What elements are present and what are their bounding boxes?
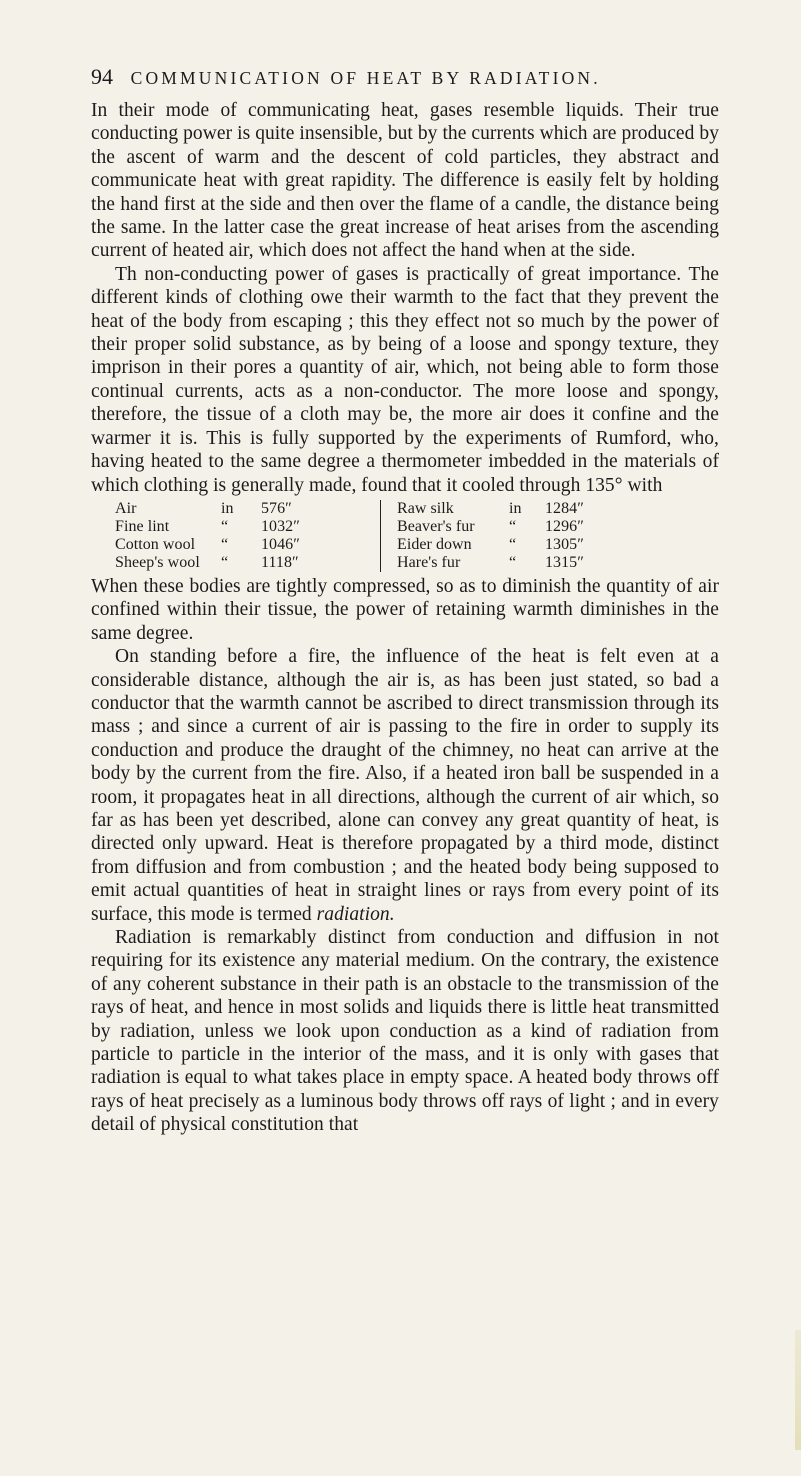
table-column-right	[380, 500, 605, 572]
table-cell: 1296″	[545, 517, 584, 535]
table-cell: “	[509, 517, 517, 535]
running-header	[91, 64, 711, 90]
paragraph-5: Radiation is remarkably distinct from conduction and diffusion in not requiring for its existence any material medium. On the contrary, the existence of any coherent substance in their path is an obstacle to the transmission of the rays of heat, and hence in most solids and liquids there is little heat transmitted by radiation, unless we look upon conduction as a kind of radiation from particle to particle in the interior of the mass, and it is only with gases that radiation is equal to what takes place in empty space. A heated body throws off rays of heat precisely as a luminous body throws off rays of light ; and in every detail of physical constitution that	[91, 927, 719, 1136]
table-cell: 1305″	[545, 535, 584, 553]
table-cell: Cotton wool	[115, 535, 196, 553]
radiation-term: radiation.	[316, 903, 395, 925]
cooling-times-table	[91, 500, 719, 572]
table-cell: Eider down	[397, 535, 472, 553]
page-number: 94	[91, 64, 113, 89]
table-column-left	[115, 500, 380, 572]
table-cell: 1284″	[545, 499, 584, 517]
paragraph-4-text: On standing before a fire, the influence of the heat is felt even at a considerable distance, although the air is, as has been just stated, so bad a conductor that the warmth cannot be ascribed to direct transmission through its mass ; and since a current of air is passing to the fire in order to supply its conduction and produce the draught of the chimney, no heat can arrive at the body by the current from the fire. Also, if a heated iron ball be suspended in a room, it propagates heat in all directions, although the current of air which, so far as has been yet described, alone can convey any great quantity of heat, is directed only upward. Heat is therefore propagated by a third mode, distinct from diffusion and from combustion ; and the heated body being supposed to emit actual quantities of heat in straight lines or rays from every point of its surface, this mode is termed	[91, 646, 719, 925]
table-cell: “	[221, 553, 229, 571]
page-edge-stain	[795, 1330, 801, 1450]
table-cell: 576″	[261, 499, 292, 517]
table-cell: in	[509, 499, 522, 517]
table-cell: Sheep's wool	[115, 553, 200, 571]
table-cell: Fine lint	[115, 517, 170, 535]
paragraph-3: When these bodies are tightly compressed, so as to diminish the quantity of air confined within their tissue, the power of retaining warmth diminishes in the same degree.	[91, 575, 719, 644]
paragraph-1: In their mode of communicating heat, gases resemble liquids. Their true conducting power is quite insensible, but by the currents which are produced by the ascent of warm and the descent of cold particles, they abstract and communicate heat with great rapidity. The difference is easily felt by holding the hand first at the side and then over the flame of a candle, the distance being the same. In the latter case the great increase of heat arises from the ascending current of heated air, which does not affect the hand when at the side.	[91, 100, 719, 262]
table-cell: in	[221, 499, 234, 517]
running-title: COMMUNICATION OF HEAT BY RADIATION.	[130, 68, 601, 88]
table-cell: “	[509, 535, 517, 553]
table-cell: 1032″	[261, 517, 300, 535]
table-cell: “	[221, 517, 229, 535]
table-cell: Beaver's fur	[397, 517, 475, 535]
table-cell: 1315″	[545, 553, 584, 571]
table-cell: Air	[115, 499, 137, 517]
body-text	[91, 99, 719, 1137]
table-cell: 1118″	[261, 553, 299, 571]
table-cell: “	[221, 535, 229, 553]
table-cell: Hare's fur	[397, 553, 461, 571]
table-cell: “	[509, 553, 517, 571]
table-cell: Raw silk	[397, 499, 454, 517]
paragraph-2: Th non-conducting power of gases is practically of great importance. The different kinds of clothing owe their warmth to the fact that they prevent the heat of the body from escaping ; this they effect not so much by the power of their proper solid substance, as by being of a loose and spongy texture, they imprison in their pores a quantity of air, which, not being able to form those continual currents, acts as a non-conductor. The more loose and spongy, therefore, the tissue of a cloth may be, the more air does it confine and the warmer it is. This is fully supported by the experiments of Rumford, who, having heated to the same degree a thermometer imbedded in the materials of which clothing is generally made, found that it cooled through 135° with	[91, 263, 719, 496]
table-cell: 1046″	[261, 535, 300, 553]
paragraph-4	[91, 645, 719, 926]
